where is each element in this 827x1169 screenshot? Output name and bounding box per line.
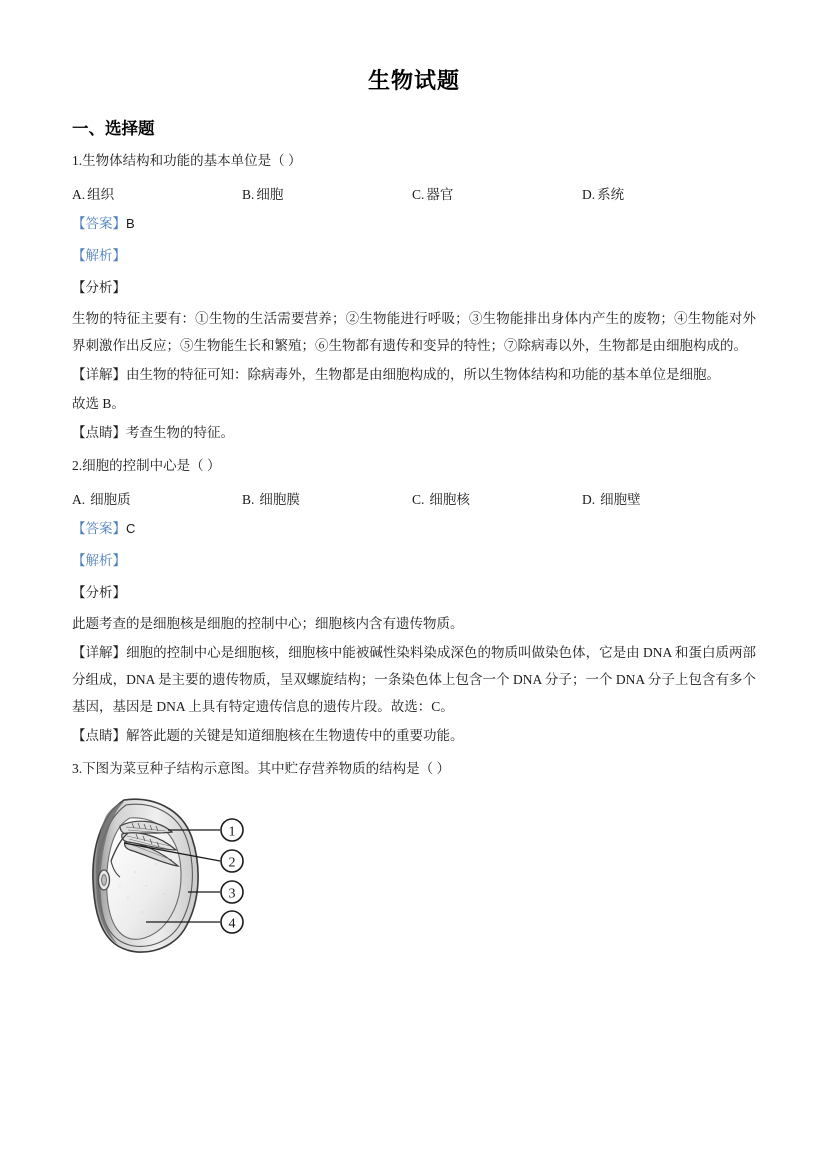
option-label: A. bbox=[72, 492, 86, 508]
question-1-answer-line bbox=[72, 203, 756, 235]
detail-tag: 【详解】 bbox=[72, 367, 126, 383]
svg-text:2: 2 bbox=[228, 855, 236, 871]
option-label: D. bbox=[582, 187, 596, 203]
option-label: C. bbox=[412, 492, 425, 508]
question-2-option-b[interactable] bbox=[242, 488, 412, 508]
section-heading-choice: 一、选择题 bbox=[72, 120, 155, 139]
question-1-option-a[interactable] bbox=[72, 183, 242, 203]
question-2-analysis-label bbox=[72, 572, 756, 604]
callout-1 bbox=[221, 819, 243, 841]
question-1-tip bbox=[72, 417, 756, 446]
option-label: A. bbox=[72, 187, 86, 203]
svg-text:4: 4 bbox=[228, 916, 236, 932]
question-1-analysis-label bbox=[72, 267, 756, 299]
explain-tag: 【解析】 bbox=[72, 248, 126, 264]
answer-value: C bbox=[126, 521, 136, 537]
option-label: D. bbox=[582, 492, 596, 508]
option-text: 细胞核 bbox=[429, 492, 470, 508]
option-text: 细胞膜 bbox=[259, 492, 300, 508]
bean-seed-diagram bbox=[80, 794, 260, 959]
option-text: 细胞 bbox=[256, 187, 284, 203]
detail-tag: 【详解】 bbox=[72, 644, 127, 660]
svg-text:1: 1 bbox=[228, 824, 236, 840]
question-3-stem: 3.下图为菜豆种子结构示意图。其中贮存营养物质的结构是（ ） bbox=[72, 760, 450, 776]
callout-4 bbox=[221, 911, 243, 933]
question-2-analysis-text: 此题考查的是细胞核是细胞的控制中心；细胞核内含有遗传物质。 bbox=[72, 615, 464, 631]
callout-2 bbox=[221, 850, 243, 872]
question-2-option-d[interactable] bbox=[582, 488, 756, 508]
question-2-option-c[interactable] bbox=[412, 488, 582, 508]
question-1-option-d[interactable] bbox=[582, 183, 756, 203]
option-text: 组织 bbox=[87, 187, 115, 203]
question-1-options bbox=[72, 172, 756, 203]
question-2-tip bbox=[72, 720, 756, 749]
question-2-option-a[interactable] bbox=[72, 488, 242, 508]
analysis-tag: 【分析】 bbox=[72, 584, 126, 600]
question-2-answer-line bbox=[72, 508, 756, 540]
tip-tag: 【点睛】 bbox=[72, 425, 126, 441]
detail-text: 由生物的特征可知：除病毒外，生物都是由细胞构成的，所以生物体结构和功能的基本单位是细胞。 bbox=[126, 367, 720, 383]
question-1-option-b[interactable] bbox=[242, 183, 412, 203]
answer-tag: 【答案】 bbox=[72, 521, 126, 537]
tip-tag: 【点睛】 bbox=[72, 727, 126, 743]
question-1-detail bbox=[72, 359, 756, 388]
question-3-figure-wrap bbox=[72, 780, 756, 974]
option-text: 系统 bbox=[597, 187, 625, 203]
callout-3 bbox=[221, 881, 243, 903]
question-2-detail bbox=[72, 637, 756, 720]
analysis-tag: 【分析】 bbox=[72, 280, 126, 296]
page-content bbox=[72, 0, 756, 974]
tip-text: 解答此题的关键是知道细胞核在生物遗传中的重要功能。 bbox=[126, 727, 464, 743]
option-text: 细胞壁 bbox=[600, 492, 641, 508]
question-2-explain-line bbox=[72, 540, 756, 572]
question-1-stem: 1.生物体结构和功能的基本单位是（ ） bbox=[72, 153, 302, 169]
page-title: 生物试题 bbox=[367, 68, 460, 93]
question-1-choose: 故选 B。 bbox=[72, 396, 125, 412]
explain-tag: 【解析】 bbox=[72, 553, 126, 569]
option-label: C. bbox=[412, 187, 425, 203]
question-2-options bbox=[72, 477, 756, 508]
question-2-stem: 2.细胞的控制中心是（ ） bbox=[72, 458, 221, 474]
hilum-inner bbox=[102, 874, 107, 885]
question-1-analysis-text: 生物的特征主要有：①生物的生活需要营养；②生物能进行呼吸；③生物能排出身体内产生的废物；④生物能对外界刺激作出反应；⑤生物能生长和繁殖；⑥生物都有遗传和变异的特性；⑦除病毒以外，生物都是由细胞构成的。 bbox=[72, 311, 756, 354]
question-1-option-c[interactable] bbox=[412, 183, 582, 203]
detail-text: 细胞的控制中心是细胞核，细胞核中能被碱性染料染成深色的物质叫做染色体，它是由 DNA 和蛋白质两部分组成，DNA 是主要的遗传物质，呈双螺旋结构；一条染色体上包含一个 DNA 分子；一个 DNA 分子上包含有多个基因，基因是 DNA 上具有特定遗传信息的遗传片段。故选：C。 bbox=[72, 644, 756, 714]
question-1-explain-line bbox=[72, 235, 756, 267]
option-text: 器官 bbox=[426, 187, 454, 203]
answer-tag: 【答案】 bbox=[72, 216, 126, 232]
option-text: 细胞质 bbox=[90, 492, 131, 508]
tip-text: 考查生物的特征。 bbox=[126, 425, 234, 441]
svg-text:3: 3 bbox=[228, 886, 236, 902]
option-label: B. bbox=[242, 187, 255, 203]
answer-value: B bbox=[126, 216, 135, 232]
option-label: B. bbox=[242, 492, 255, 508]
